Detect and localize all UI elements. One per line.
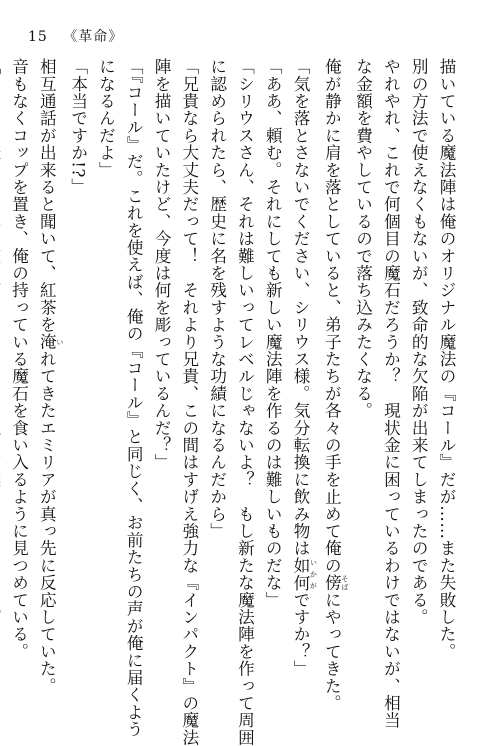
text-line: 「本当ですか!?」 (68, 58, 88, 196)
text-line: な金額を費やしているので落ち込みたくなる。 (353, 58, 373, 420)
text-line: 「兄貴なら大丈夫だって！ それより兄貴、この間はすげえ強力な『インパクト』の魔法 (179, 58, 199, 746)
text-line: 別の方法で使えなくもないが、致命的な欠陥が出来てしまったのである。 (409, 58, 429, 626)
furigana: 淹 い (37, 333, 64, 351)
furigana: 如何 いかが (291, 556, 318, 592)
text-line: に認められたら、歴史に名を残すような功績になるんだから」 (207, 58, 227, 540)
text-line: 「ああ、頼む。それにしても新しい魔法陣を作るのは難しいものだな」 (263, 58, 283, 609)
chapter-title: 《革命》 (63, 29, 124, 45)
text-line: 描いている魔法陣は俺のオリジナル魔法の『コール』だが……また失敗した。 (437, 58, 456, 660)
furigana: 傍 そば (322, 574, 349, 592)
text-line (0, 58, 5, 686)
text-line: 相互通話が出来ると聞いて、紅茶を淹 いれてきたエミリアが真っ先に反応していた。 (37, 58, 64, 695)
page-number: 15 (28, 29, 48, 45)
text-line: 「『コール』だ。これを使えば、俺の『コール』と同じく、お前たちの声が俺に届くよう (124, 58, 144, 738)
text-line: 「シリウスさん、それは難しいってレベルじゃないよ？ もし新たな魔法陣を作って周囲 (235, 58, 255, 746)
body-text (0, 58, 460, 746)
text-line: 陣を描いていたけど、今度は何を彫っているんだ？」 (152, 58, 172, 471)
text-line: になるんだよ」 (96, 58, 116, 179)
text-line: 音もなくコップを置き、俺の持っている魔石を食い入るように見つめている。 (9, 58, 29, 660)
text-line: やれやれ、これで何個目の魔石だろうか？ 現状金に困っているわけではないが、相当 (381, 58, 401, 729)
text-line: 俺が静かに肩を落としていると、弟子たちが各々の手を止めて俺の傍 そばにやってきた。 (322, 58, 349, 712)
text-line: 「気を落とさないでください、シリウス様。気分転換に飲み物は如何 いかがですか？」 (291, 58, 318, 678)
page-header (28, 26, 123, 46)
